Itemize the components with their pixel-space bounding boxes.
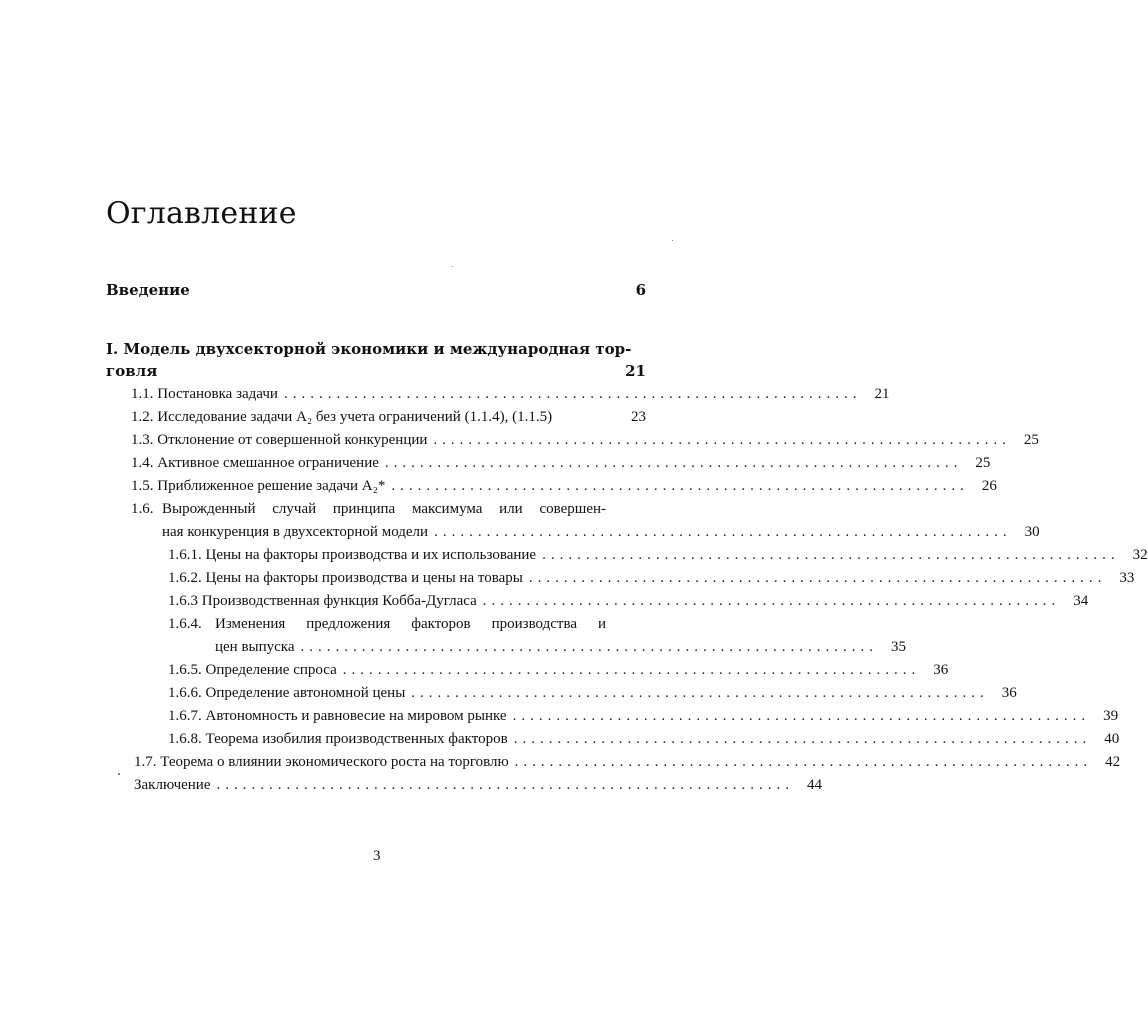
word: предложения — [306, 616, 391, 632]
toc-entry-title: Заключение — [134, 777, 211, 793]
toc-entry-page: 42 — [1105, 754, 1121, 770]
toc-entry-1-7[interactable] — [134, 752, 1121, 772]
dot-leader: .................................................................. — [300, 639, 879, 655]
toc-entry-conclusion[interactable] — [134, 775, 822, 795]
dot-leader: .................................................................. — [384, 455, 963, 471]
toc-entry-line2 — [162, 522, 1040, 542]
toc-entry-title: Производственная функция Кобба-Дугласа — [201, 593, 477, 609]
dot-leader: .................................................................. — [482, 593, 1061, 609]
toc-chapter-title-line2: говля — [106, 362, 158, 380]
scan-speck — [672, 240, 673, 241]
word: случай — [272, 501, 317, 517]
toc-entry-1-5[interactable] — [131, 476, 997, 496]
toc-entry-1-6-5[interactable] — [168, 660, 949, 680]
toc-entry-1-6-6[interactable] — [168, 683, 1017, 703]
toc-entry-number: 1.6.2. — [168, 570, 202, 586]
toc-entry-title: Теорема изобилия производственных факторов — [205, 731, 508, 747]
dot-leader: .................................................................. — [391, 478, 969, 494]
toc-entry-number: 1.5. — [131, 478, 154, 494]
word: совершен- — [539, 501, 606, 517]
word: и — [597, 616, 606, 632]
toc-entry-page: 30 — [1024, 524, 1040, 540]
scan-speck — [118, 773, 120, 775]
toc-entry-page: 23 — [631, 409, 646, 425]
toc-entry-title-line1 — [162, 499, 606, 519]
toc-entry-number: 1.6.8. — [168, 731, 202, 747]
dot-leader: .................................................................. — [542, 547, 1120, 563]
toc-intro-page: 6 — [635, 281, 646, 299]
toc-entry-page: 25 — [1023, 432, 1039, 448]
word: принципа — [332, 501, 396, 517]
dot-leader: .................................................................. — [216, 777, 794, 793]
toc-entry-number: 1.4. — [131, 455, 154, 471]
word: максимума — [411, 501, 483, 517]
toc-entry-1-3[interactable] — [131, 430, 1039, 450]
toc-chapter-page: 21 — [625, 362, 646, 380]
toc-entry-page: 26 — [981, 478, 997, 494]
toc-entry-number: 1.6.4. — [168, 616, 202, 632]
toc-entry-title: Постановка задачи — [157, 386, 278, 402]
toc-entry-number: 1.6.5. — [168, 662, 202, 678]
scan-speck — [452, 266, 453, 267]
word: Изменения — [215, 616, 286, 632]
toc-entry-1-6-2[interactable] — [168, 568, 1135, 588]
toc-entry-1-6-7[interactable] — [168, 706, 1119, 726]
word: факторов — [411, 616, 471, 632]
toc-entry-number: 1.6. — [131, 501, 154, 517]
toc-entry-title: Активное смешанное ограничение — [157, 455, 379, 471]
toc-entry-title: Теорема о влиянии экономического роста на торговлю — [160, 754, 509, 770]
word: Вырожденный — [162, 501, 256, 517]
toc-entry-title: ная конкуренция в двухсекторной модели — [162, 524, 429, 540]
toc-chapter[interactable] — [106, 338, 646, 382]
dot-leader: .................................................................. — [433, 432, 1011, 448]
toc-entry-page: 21 — [874, 386, 890, 402]
toc-entry-title: Отклонение от совершенной конкуренции — [157, 432, 428, 448]
toc-entry-number: 1.7. — [134, 754, 157, 770]
toc-entry-page: 36 — [933, 662, 949, 678]
toc-entry-1-6-8[interactable] — [168, 729, 1120, 749]
toc-entry-page: 35 — [891, 639, 907, 655]
toc-entry-number: 1.6.7. — [168, 708, 202, 724]
toc-entry-title: Автономность и равновесие на мировом рынке — [205, 708, 507, 724]
toc-entry-page: 44 — [807, 777, 822, 793]
word: производства — [491, 616, 578, 632]
toc-entry-title: Цены на факторы производства и их использование — [205, 547, 537, 563]
toc-entry-title: Приближенное решение задачи A₂* — [157, 478, 386, 494]
toc-entry-title-line1 — [215, 614, 606, 634]
toc-entry-line2 — [215, 637, 907, 657]
dot-leader: .................................................................. — [283, 386, 862, 402]
toc-entry-title: Определение спроса — [205, 662, 337, 678]
toc-entry-page: 33 — [1119, 570, 1135, 586]
toc-entry-number: 1.3. — [131, 432, 154, 448]
word: или — [499, 501, 523, 517]
toc-entry-title: Исследование задачи A₂ без учета ограничений (1.1.4), (1.1.5) — [157, 409, 553, 425]
dot-leader: .................................................................. — [411, 685, 989, 701]
page-title: Оглавление — [106, 196, 297, 231]
dot-leader: .................................................................. — [512, 708, 1091, 724]
dot-leader: .................................................................. — [342, 662, 921, 678]
toc-entry-title: Определение автономной цены — [205, 685, 406, 701]
toc-entry-page: 39 — [1103, 708, 1119, 724]
toc-entry-page: 25 — [975, 455, 991, 471]
toc-intro-label: Введение — [106, 281, 190, 299]
toc-chapter-title-line1: I. Модель двухсекторной экономики и международная тор- — [106, 340, 632, 358]
toc-entry-number: 1.2. — [131, 409, 154, 425]
toc-entry-1-4[interactable] — [131, 453, 991, 473]
toc-entry-number: 1.6.1. — [168, 547, 202, 563]
toc-entry-page: 34 — [1073, 593, 1089, 609]
toc-entry-1-6-3[interactable] — [168, 591, 1089, 611]
toc-intro[interactable] — [106, 281, 646, 299]
toc-entry-number: 1.6.6. — [168, 685, 202, 701]
toc-entry-page: 32 — [1132, 547, 1148, 563]
toc-entry-page: 40 — [1104, 731, 1120, 747]
toc-entry-title: Цены на факторы производства и цены на товары — [205, 570, 523, 586]
toc-entry-title: цен выпуска — [215, 639, 295, 655]
toc-entry-1-6-1[interactable] — [168, 545, 1148, 565]
dot-leader: .................................................................. — [513, 731, 1092, 747]
dot-leader: .................................................................. — [434, 524, 1012, 540]
toc-entry-1-2[interactable] — [131, 407, 646, 427]
toc-entry-page: 36 — [1001, 685, 1017, 701]
toc-entry-1-1[interactable] — [131, 384, 890, 404]
page-number: 3 — [373, 848, 381, 864]
toc-entry-number: 1.6.3 — [168, 593, 198, 609]
toc-entry-number: 1.1. — [131, 386, 154, 402]
dot-leader: .................................................................. — [528, 570, 1107, 586]
dot-leader: .................................................................. — [514, 754, 1093, 770]
